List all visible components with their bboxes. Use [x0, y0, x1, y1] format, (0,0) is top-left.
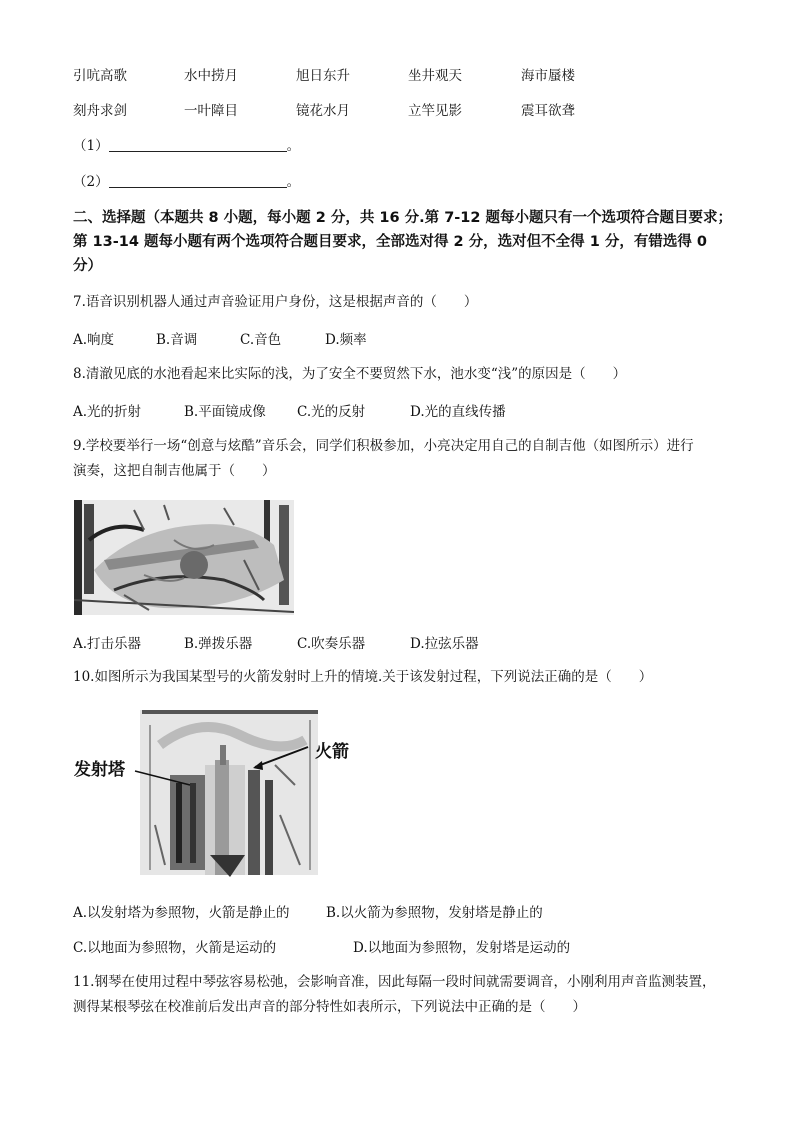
option[interactable]: D.以地面为参照物，发射塔是运动的	[353, 940, 571, 956]
blank-suffix: 。	[286, 174, 301, 190]
option[interactable]: D.频率	[325, 332, 367, 348]
option[interactable]: A.以发射塔为参照物，火箭是静止的	[73, 905, 290, 921]
option[interactable]: B.音调	[156, 332, 198, 348]
option[interactable]: B.弹拨乐器	[184, 636, 253, 652]
question-7-stem: 7.语音识别机器人通过声音验证用户身份，这是根据声音的（ ）	[73, 294, 478, 310]
question-10-stem: 10.如图所示为我国某型号的火箭发射时上升的情境.关于该发射过程，下列说法正确的是（ ）	[73, 669, 653, 685]
blank-suffix: 。	[286, 138, 301, 154]
option[interactable]: C.吹奏乐器	[297, 636, 366, 652]
option[interactable]: D.拉弦乐器	[410, 636, 479, 652]
idiom: 坐井观天	[408, 68, 462, 84]
option[interactable]: A.光的折射	[73, 404, 142, 420]
option[interactable]: A.打击乐器	[73, 636, 142, 652]
idiom: 镜花水月	[296, 103, 350, 119]
idiom: 立竿见影	[408, 103, 462, 119]
answer-blank-2	[73, 172, 300, 192]
blank-line[interactable]	[109, 173, 287, 188]
idiom: 震耳欲聋	[521, 103, 575, 119]
option[interactable]: A.响度	[73, 332, 115, 348]
rocket-figure	[70, 705, 400, 880]
question-11-stem-line-2: 测得某根琴弦在校准前后发出声音的部分特性如表所示，下列说法中正确的是（ ）	[73, 999, 586, 1015]
blank-line[interactable]	[109, 137, 287, 152]
option[interactable]: C.音色	[240, 332, 282, 348]
idiom: 刻舟求剑	[73, 103, 127, 119]
guitar-image	[74, 500, 294, 615]
option[interactable]: B.平面镜成像	[184, 404, 266, 420]
option[interactable]: D.光的直线传播	[410, 404, 506, 420]
section-title: 二、选择题（本题共 8 小题，每小题 2 分，共 16 分.第 7-12 题每小题只有一个选项符合题目要求；第 13-14 题每小题有两个选项符合题目要求，全部选对得 2 分，选对但不全得 1 分，有错选得 0 分）	[73, 210, 733, 274]
idiom: 一叶障目	[184, 103, 238, 119]
idiom: 引吭高歌	[73, 68, 127, 84]
idiom: 水中捞月	[184, 68, 238, 84]
rocket-image	[70, 705, 400, 880]
blank-label: （2）	[73, 174, 109, 190]
option[interactable]: B.以火箭为参照物，发射塔是静止的	[326, 905, 543, 921]
question-9-stem-line-1: 9.学校要举行一场“创意与炫酷”音乐会，同学们积极参加，小亮决定用自己的自制吉他（如图所示）进行	[73, 438, 694, 454]
option[interactable]: C.光的反射	[297, 404, 366, 420]
idiom: 海市蜃楼	[521, 68, 575, 84]
question-9-stem-line-2: 演奏，这把自制吉他属于（ ）	[73, 463, 276, 479]
tower-label: 发射塔	[74, 760, 125, 780]
answer-blank-1	[73, 136, 300, 156]
rocket-label: 火箭	[315, 742, 349, 762]
guitar-figure	[74, 500, 294, 615]
question-11-stem-line-1: 11.钢琴在使用过程中琴弦容易松弛，会影响音准，因此每隔一段时间就需要调音，小刚利用声音监测装置，	[73, 974, 716, 990]
blank-label: （1）	[73, 138, 109, 154]
idiom: 旭日东升	[296, 68, 350, 84]
option[interactable]: C.以地面为参照物，火箭是运动的	[73, 940, 277, 956]
question-8-stem: 8.清澈见底的水池看起来比实际的浅，为了安全不要贸然下水，池水变“浅”的原因是（ ）	[73, 366, 627, 382]
